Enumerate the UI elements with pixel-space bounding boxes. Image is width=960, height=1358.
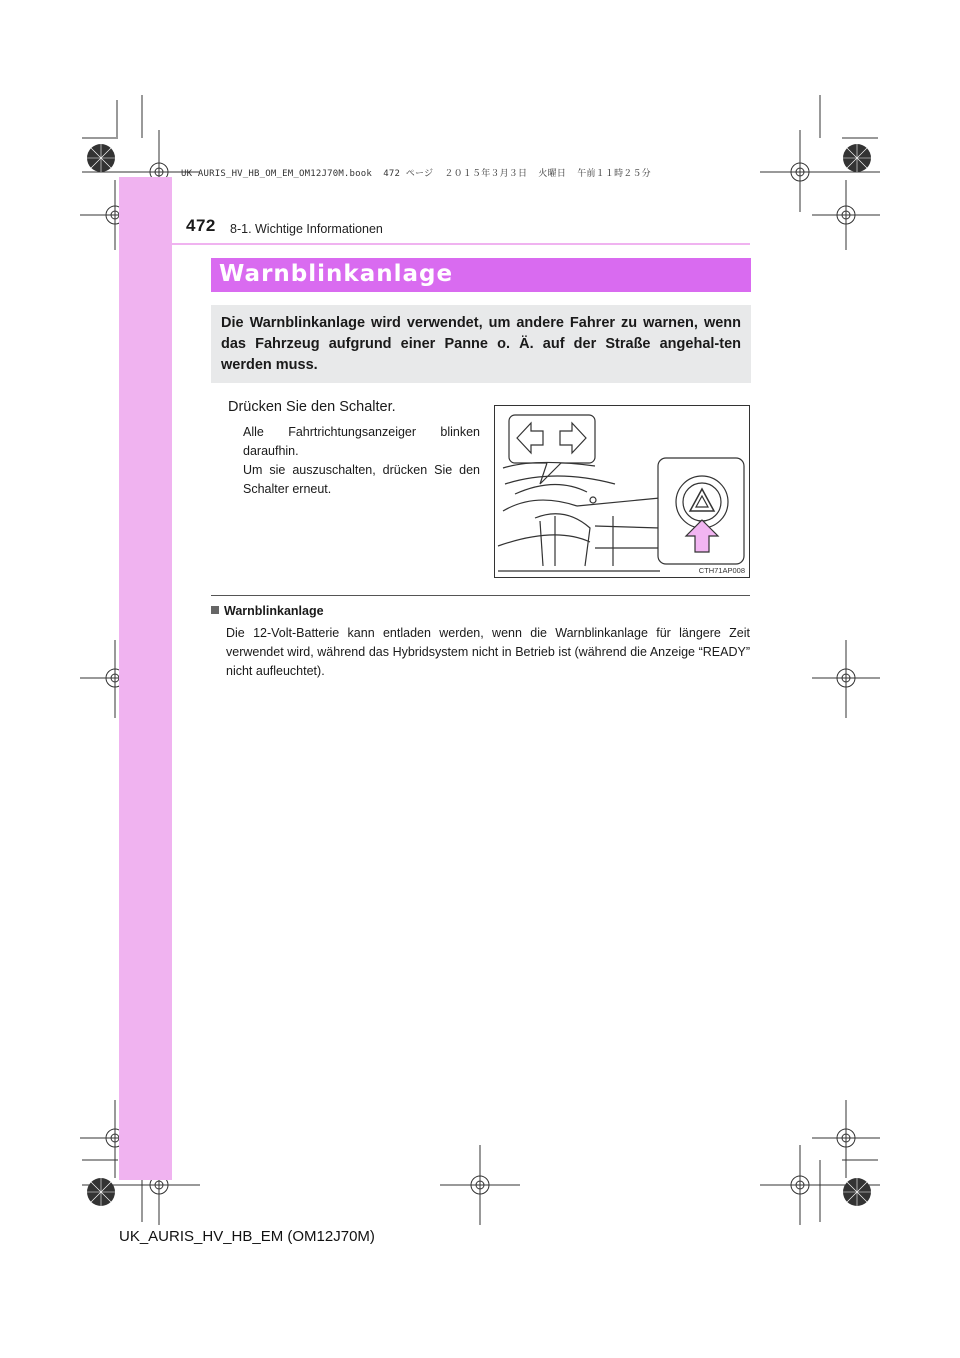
header-rule [119, 243, 750, 245]
step-detail-line: Um sie auszuschalten, drücken Sie den Schalter erneut. [243, 463, 480, 496]
square-bullet-icon [211, 606, 219, 614]
note-heading [211, 604, 324, 618]
figure-code: CTH71AP008 [698, 566, 745, 575]
intro-text: Die Warnblinkanlage wird verwendet, um andere Fahrer zu warnen, wenn das Fahrzeug aufgrund einer Panne o. Ä. auf der Straße angehal-ten werden muss. [221, 315, 741, 373]
dashboard-illustration [495, 406, 750, 578]
hazard-switch-figure [494, 405, 750, 578]
note-body: Die 12-Volt-Batterie kann entladen werden, wenn die Warnblinkanlage für längere Zeit verwendet wird, während das Hybridsystem nicht in Betrieb ist (während die Anzeige “READY” nicht aufleuchtet). [226, 626, 750, 678]
step-detail [243, 423, 480, 499]
section-title: 8-1. Wichtige Informationen [230, 222, 383, 236]
page-number: 472 [186, 216, 216, 235]
chapter-side-bar [119, 177, 172, 1180]
title-bar [211, 258, 751, 292]
intro-box [211, 305, 751, 383]
book-stamp: UK AURIS_HV_HB_OM_EM_OM12J70M.book 472 ページ ２０１５年３月３日 火曜日 午前１１時２５分 [181, 169, 651, 179]
step-instruction: Drücken Sie den Schalter. [228, 399, 396, 415]
step-detail-line: Alle Fahrtrichtungsanzeiger blinken daraufhin. [243, 425, 480, 458]
note-heading-text: Warnblinkanlage [224, 604, 324, 618]
footer-code: UK_AURIS_HV_HB_EM (OM12J70M) [119, 1228, 375, 1245]
page-title: Warnblinkanlage [219, 261, 454, 287]
note-rule [211, 595, 750, 596]
